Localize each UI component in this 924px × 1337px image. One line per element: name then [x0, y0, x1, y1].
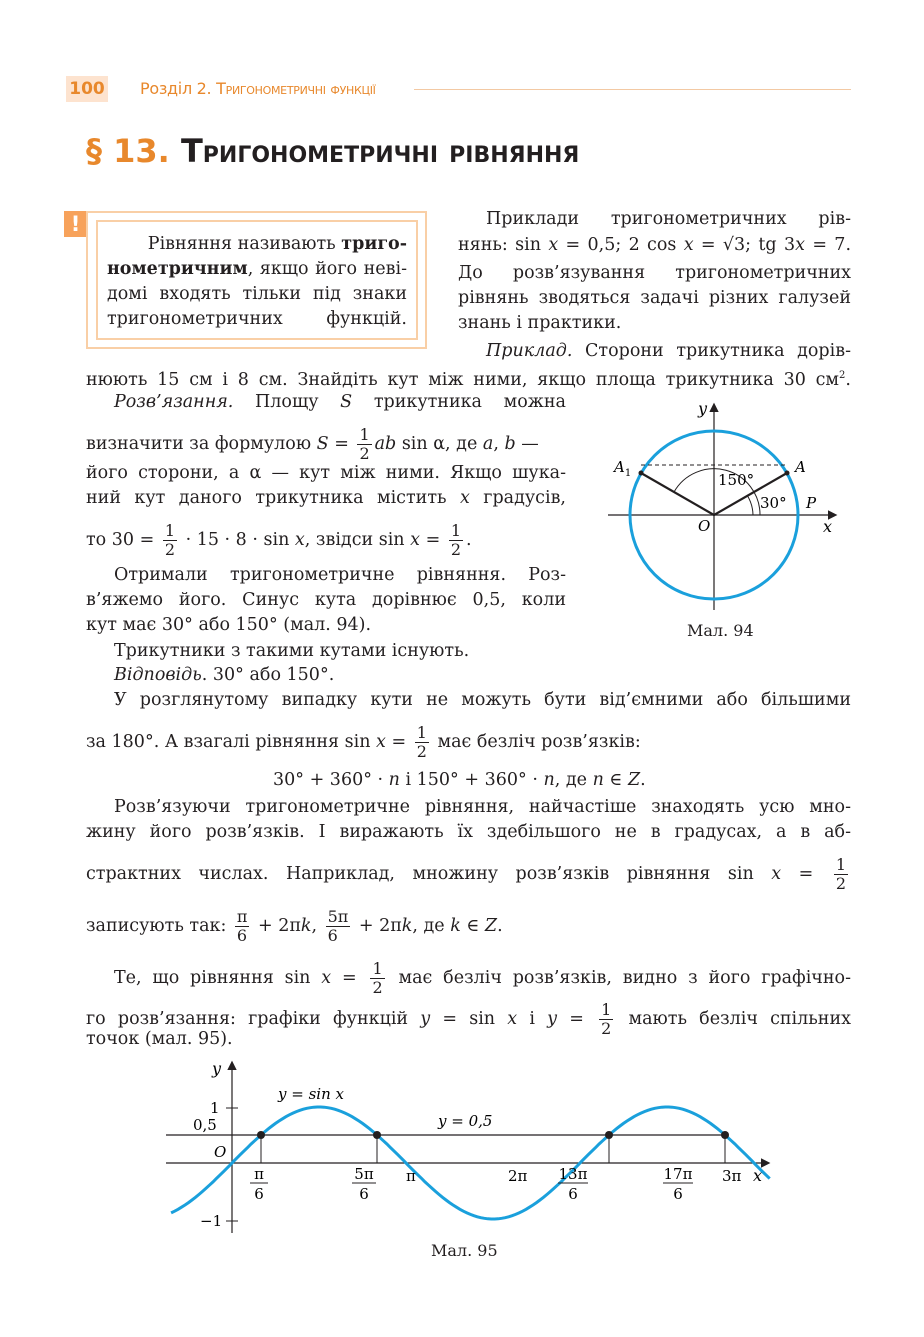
text-line: нюють 15 см і 8 см. Знайдіть кут між ними, якщо площа трикутника 30 $см^2$.: [86, 369, 851, 390]
axis-label-x: x: [823, 517, 833, 536]
fraction-one-half: $\frac{1}{2}$: [835, 855, 847, 893]
running-head-section: Розділ 2.: [140, 79, 212, 98]
text-line: визначити за формулою S = $\frac{1}{2}$ ab sin α, де a, b —: [86, 425, 539, 463]
text-line: До розв’язування тригонометричних: [458, 263, 851, 283]
unit-circle-figure: [600, 395, 850, 650]
text-line: знань і практики.: [458, 313, 622, 333]
text-line: Приклади тригонометричних рів-: [486, 209, 851, 229]
intersection-point: [605, 1131, 613, 1139]
header-rule: [414, 89, 851, 90]
figure-94-caption: Мал. 94: [687, 621, 754, 640]
axis-label-y: y: [698, 399, 708, 418]
tick-5pi-6-den: 6: [359, 1185, 369, 1203]
running-head: [140, 79, 376, 98]
text-line: го розв’язання: графіки функцій y = sin x і y = $\frac{1}{2}$ мають безліч спільних: [86, 1000, 851, 1038]
text-line: Відповідь. 30° або 150°.: [114, 665, 335, 685]
exclamation-icon: !: [64, 211, 87, 237]
definition-line: тригонометричних функцій.: [107, 309, 407, 329]
text-line: в’яжемо його. Синус кута дорівнює 0,5, коли: [86, 590, 566, 610]
text-line: У розглянутому випадку кути не можуть бути від’ємними або більшими: [114, 690, 851, 710]
section-title: Тригонометричні рівняння: [180, 132, 580, 170]
tick-pi-6-num: π: [254, 1165, 264, 1183]
text-line: Розв’язання. Площу S трикутника можна: [114, 392, 566, 412]
point-A: [785, 471, 790, 476]
fraction-5pi-over-6: $\frac{5\pi}{6}$: [327, 907, 349, 945]
angle-150-label: 150°: [718, 471, 755, 489]
definition-line: домі входять тільки під знаки: [107, 284, 407, 304]
text-line: Отримали тригонометричне рівняння. Роз-: [114, 565, 566, 585]
text-line: страктних числах. Наприклад, множину розв’язків рівняння sin x = $\frac{1}{2}$: [86, 855, 847, 893]
text-line: Те, що рівняння sin x = $\frac{1}{2}$ має безліч розв’язків, видно з його графічно-: [114, 959, 851, 997]
fraction-one-half: $\frac{1}{2}$: [372, 959, 383, 997]
intersection-drops: [257, 1131, 729, 1163]
section-number: § 13.: [86, 132, 170, 170]
intersection-point: [721, 1131, 729, 1139]
text-line: Приклад. Сторони трикутника дорів-: [486, 341, 851, 361]
tick-label-2pi: 2π: [508, 1167, 528, 1185]
angle-30-label: 30°: [760, 494, 787, 512]
angle-30-arc: [747, 495, 753, 515]
point-P-label: P: [806, 494, 817, 512]
tick-13pi-6-den: 6: [568, 1185, 578, 1203]
intersection-point: [257, 1131, 265, 1139]
page-number: 100: [66, 76, 108, 102]
text-line: Трикутники з такими кутами існують.: [114, 641, 470, 661]
fraction-one-half: $\frac{1}{2}$: [601, 1000, 612, 1038]
tick-17pi-6-num: 17π: [663, 1165, 693, 1183]
origin-label: O: [698, 517, 711, 535]
definition-line: Рівняння називають триго-: [147, 234, 407, 254]
text-line: то 30 = $\frac{1}{2}$ · 15 · 8 · sin x, звідси sin x = $\frac{1}{2}$ .: [86, 521, 472, 559]
text-line: рівнянь зводяться задачі різних галузей: [458, 288, 851, 308]
intersection-point: [373, 1131, 381, 1139]
point-A1-label: $A_1$: [614, 458, 632, 479]
page-title: [86, 132, 579, 170]
text-line: за 180°. А взагалі рівняння sin x = $\frac{1}{2}$ має безліч розв’язків:: [86, 723, 641, 761]
tick-pi-6-den: 6: [254, 1185, 264, 1203]
tick-label-pi: π: [406, 1167, 416, 1185]
tick-5pi-6-num: 5π: [354, 1165, 374, 1183]
text-line: ний кут даного трикутника містить x градусів,: [86, 488, 566, 508]
text-line: записують так: $\frac{\pi}{6}$ + 2πk, $\frac{5\pi}{6}$ + 2πk, де k ∈ Z.: [86, 907, 503, 945]
line-label: y = 0,5: [438, 1112, 493, 1130]
sine-graph-figure: [160, 1055, 780, 1240]
text-line: жину його розв’язків. І виражають їх здебільшого не в градусах, а в аб-: [86, 822, 851, 842]
tick-label-minus-1: −1: [200, 1212, 223, 1230]
curve-label: y = sin x: [278, 1085, 344, 1103]
radius-OA1: [641, 473, 714, 515]
axis-label-y: y: [212, 1059, 222, 1078]
fraction-pi-over-6: $\frac{\pi}{6}$: [236, 907, 248, 945]
tick-label-1: 1: [210, 1099, 220, 1117]
definition-line: нометричним, якщо його неві-: [107, 259, 407, 279]
origin-label: O: [214, 1143, 227, 1161]
fraction-one-half: $\frac{1}{2}$: [450, 521, 461, 559]
fraction-one-half: $\frac{1}{2}$: [359, 425, 370, 463]
tick-17pi-6-den: 6: [673, 1185, 683, 1203]
text-line: нянь: sin x = 0,5; 2 cos x = √3; tg 3x = 7.: [458, 235, 852, 255]
axis-label-x: x: [753, 1166, 763, 1185]
tick-label-3pi: 3π: [722, 1167, 742, 1185]
fraction-one-half: $\frac{1}{2}$: [416, 723, 427, 761]
running-head-title: Тригонометричні функції: [216, 79, 376, 98]
text-line: кут має 30° або 150° (мал. 94).: [86, 615, 372, 635]
figure-95-caption: Мал. 95: [431, 1241, 498, 1260]
text-line: Розв’язуючи тригонометричне рівняння, найчастіше знаходять усю мно-: [114, 797, 851, 817]
point-A-label: A: [795, 458, 806, 476]
fraction-tick-labels: [250, 1165, 693, 1203]
point-A1: [639, 471, 644, 476]
text-line: точок (мал. 95).: [86, 1029, 233, 1049]
fraction-one-half: $\frac{1}{2}$: [164, 521, 176, 559]
tick-label-0-5: 0,5: [193, 1116, 217, 1134]
solution-formula: 30° + 360° · n і 150° + 360° · n, де n ∈ Z.: [273, 770, 646, 790]
tick-13pi-6-num: 13π: [558, 1165, 588, 1183]
text-line: його сторони, а α — кут між ними. Якщо шука-: [86, 463, 566, 483]
